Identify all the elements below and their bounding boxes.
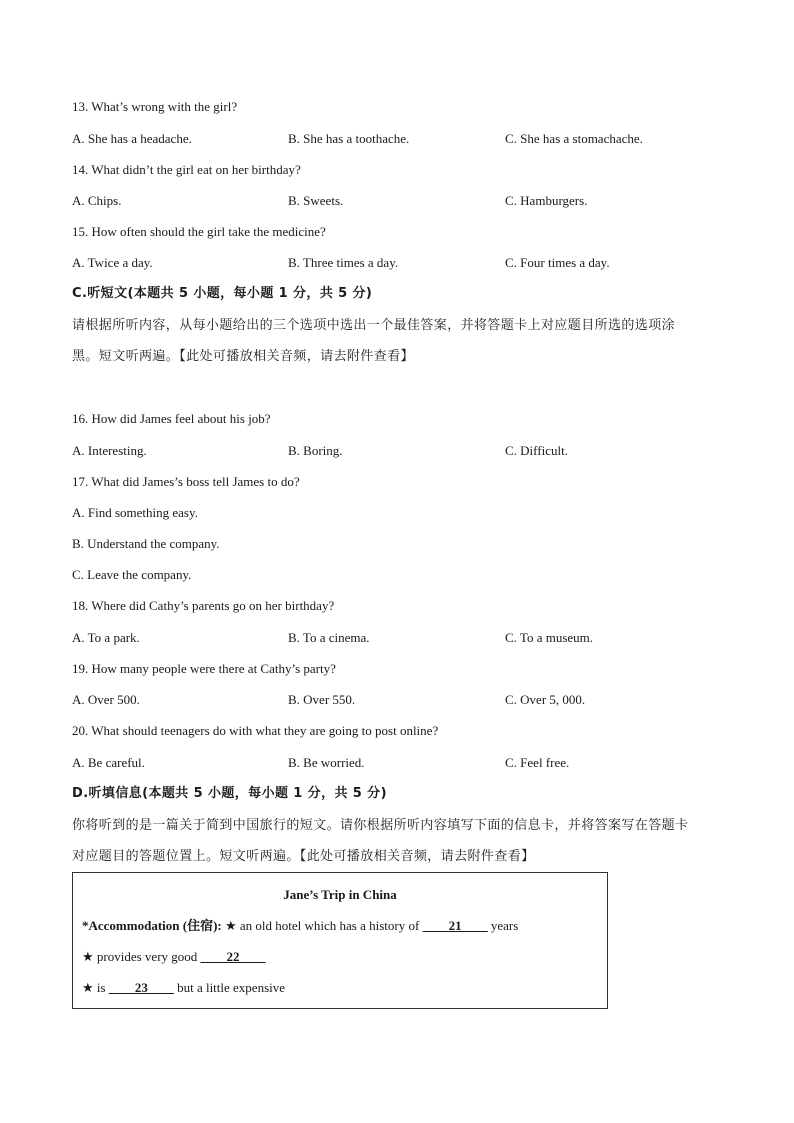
- question-17-stem: 17. What did James’s boss tell James to do?: [72, 474, 300, 489]
- question-19-option-b: B. Over 550.: [288, 692, 356, 707]
- part-d-heading: D.听填信息(本题共 5 小题，每小题 1 分，共 5 分): [72, 786, 387, 801]
- info-card-title: Jane’s Trip in China: [283, 887, 397, 902]
- question-20-option-c: C. Feel free.: [505, 755, 570, 770]
- info-card-line-1: [82, 918, 518, 934]
- question-16-option-b: B. Boring.: [288, 443, 343, 458]
- question-20-option-b: B. Be worried.: [288, 755, 365, 770]
- question-19-stem: 19. How many people were there at Cathy’s party?: [72, 661, 336, 676]
- blank-21: ____21____: [422, 918, 488, 933]
- question-16-option-c: C. Difficult.: [505, 443, 568, 458]
- part-c-heading: C.听短文(本题共 5 小题，每小题 1 分，共 5 分): [72, 286, 373, 301]
- question-14-stem: 14. What didn’t the girl eat on her birthday?: [72, 162, 301, 177]
- line-2-text: ★ provides very good: [82, 949, 198, 964]
- line-1-suffix: years: [490, 918, 519, 933]
- line-1-text: ★ an old hotel which has a history of: [224, 918, 420, 933]
- blank-23: ____23____: [108, 980, 174, 995]
- blank-22: ____22____: [200, 949, 266, 964]
- part-d-instructions-line-2: 对应题目的答题位置上。短文听两遍。【此处可播放相关音频，请去附件查看】: [72, 849, 535, 864]
- question-18-stem: 18. Where did Cathy’s parents go on her birthday?: [72, 598, 335, 613]
- question-15-option-c: C. Four times a day.: [505, 255, 610, 270]
- question-14-option-b: B. Sweets.: [288, 193, 344, 208]
- question-15-option-b: B. Three times a day.: [288, 255, 399, 270]
- question-17-option-b: B. Understand the company.: [72, 536, 220, 551]
- question-16-option-a: A. Interesting.: [72, 443, 147, 458]
- info-card-line-2: [82, 949, 266, 965]
- question-15-stem: 15. How often should the girl take the medicine?: [72, 224, 326, 239]
- question-17-option-c: C. Leave the company.: [72, 567, 192, 582]
- question-15-option-a: A. Twice a day.: [72, 255, 153, 270]
- question-19-option-a: A. Over 500.: [72, 692, 140, 707]
- question-13-option-a: A. She has a headache.: [72, 131, 192, 146]
- question-13-option-c: C. She has a stomachache.: [505, 131, 643, 146]
- info-card-line-3: [82, 980, 285, 996]
- accommodation-label: *Accommodation (住宿):: [82, 918, 222, 933]
- part-c-instructions-line-1: 请根据所听内容，从每小题给出的三个选项中选出一个最佳答案，并将答题卡上对应题目所选的选项涂: [72, 318, 676, 333]
- question-17-option-a: A. Find something easy.: [72, 505, 198, 520]
- question-13-stem: 13. What’s wrong with the girl?: [72, 99, 238, 114]
- part-c-instructions-line-2: 黑。短文听两遍。【此处可播放相关音频，请去附件查看】: [72, 349, 414, 364]
- line-3-suffix: but a little expensive: [177, 980, 286, 995]
- question-19-option-c: C. Over 5, 000.: [505, 692, 586, 707]
- question-18-option-c: C. To a museum.: [505, 630, 594, 645]
- question-14-option-a: A. Chips.: [72, 193, 122, 208]
- question-18-option-a: A. To a park.: [72, 630, 140, 645]
- question-20-stem: 20. What should teenagers do with what they are going to post online?: [72, 723, 439, 738]
- question-13-option-b: B. She has a toothache.: [288, 131, 410, 146]
- question-20-option-a: A. Be careful.: [72, 755, 145, 770]
- line-3-text: ★ is: [82, 980, 106, 995]
- question-18-option-b: B. To a cinema.: [288, 630, 370, 645]
- question-16-stem: 16. How did James feel about his job?: [72, 411, 271, 426]
- question-14-option-c: C. Hamburgers.: [505, 193, 588, 208]
- info-card: [72, 872, 608, 1009]
- part-d-instructions-line-1: 你将听到的是一篇关于简到中国旅行的短文。请你根据所听内容填写下面的信息卡，并将答案写在答题卡: [72, 818, 689, 833]
